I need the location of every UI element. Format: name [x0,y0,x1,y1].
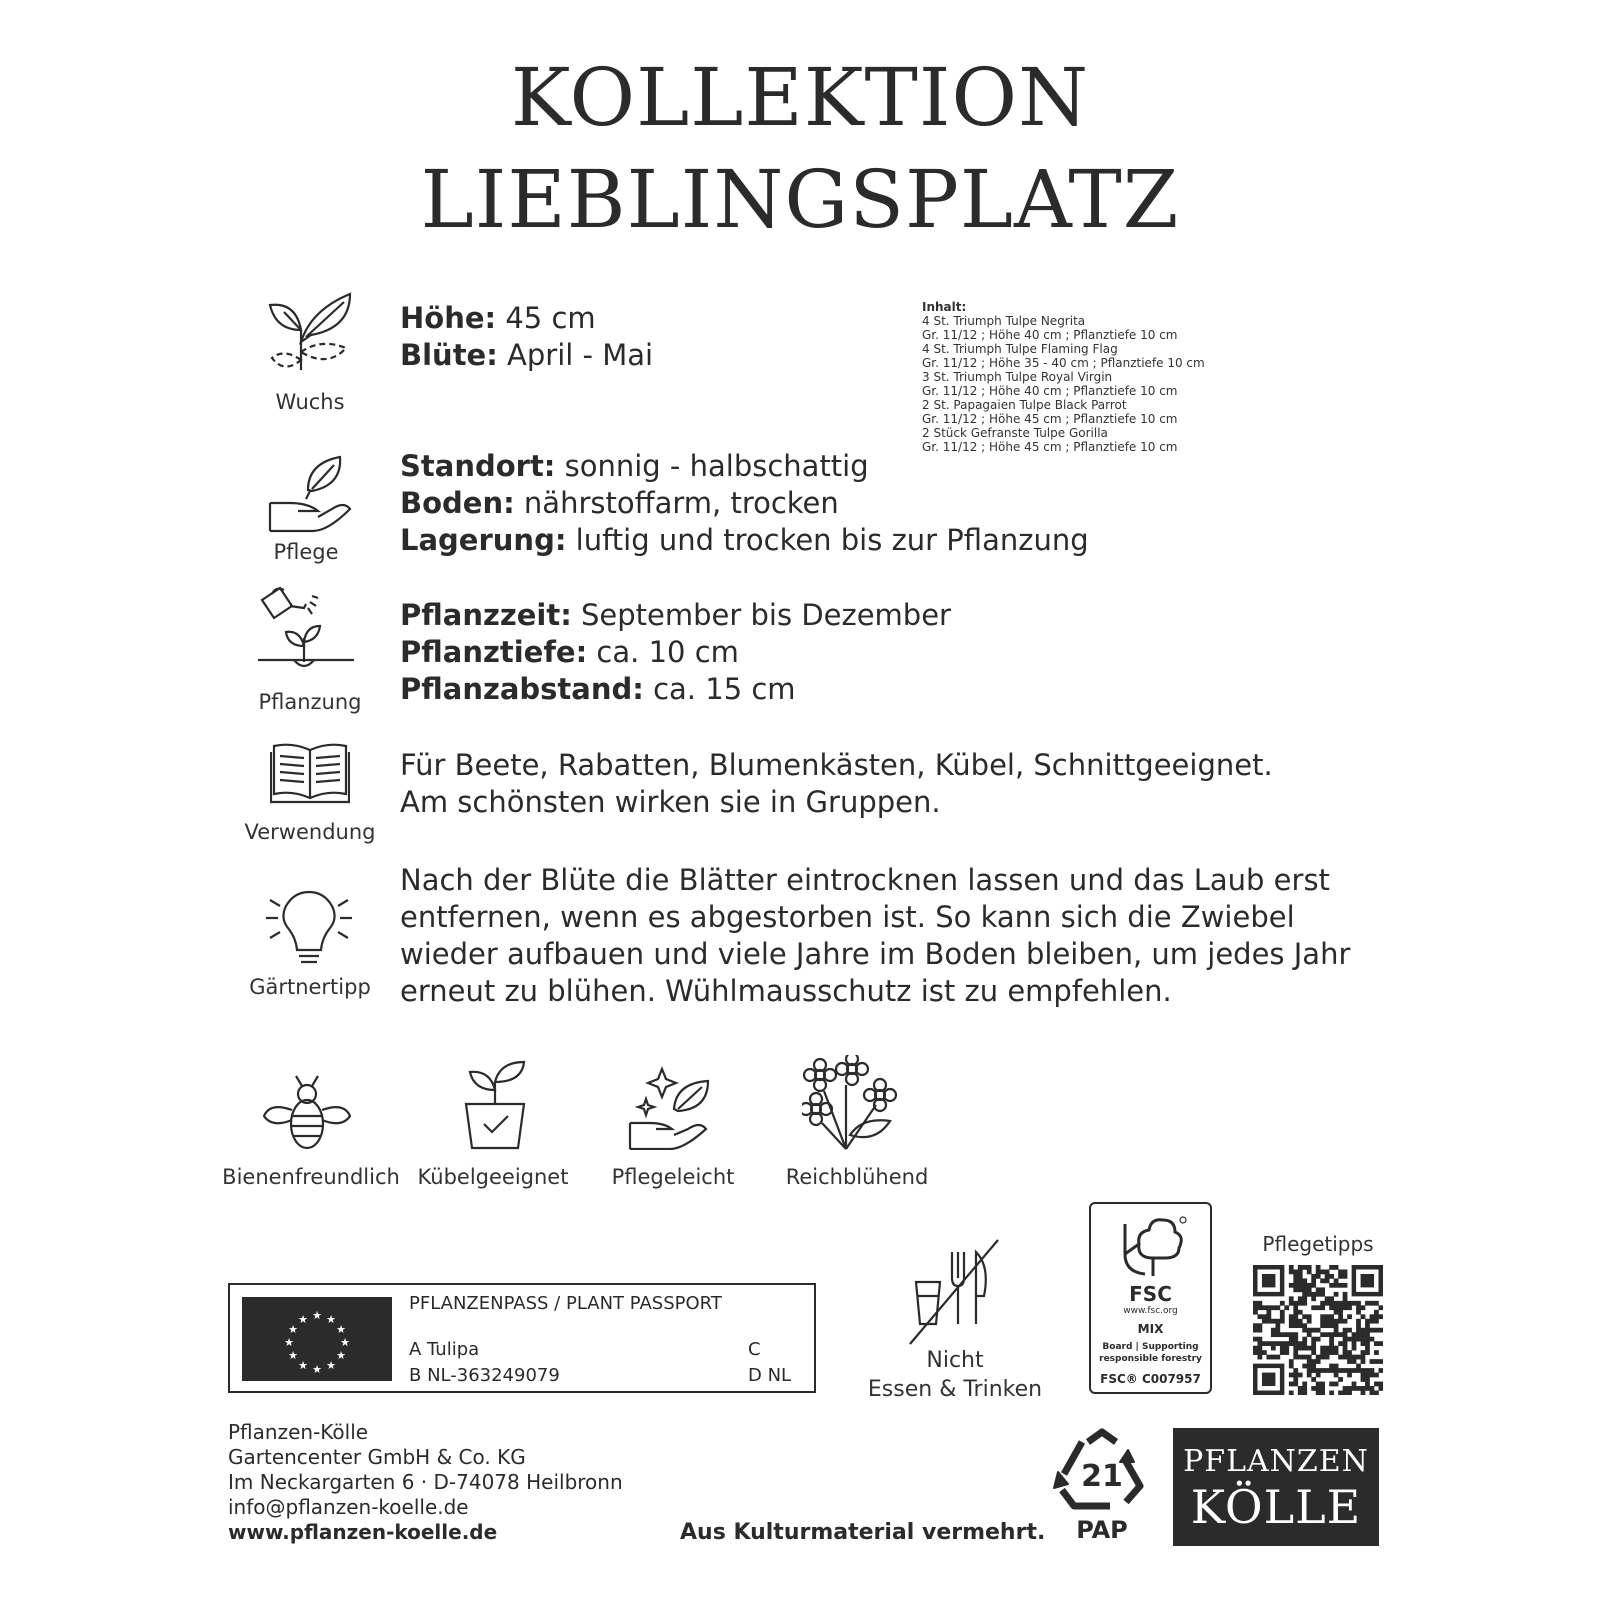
fsc-code: FSC® C007957 [1100,1372,1201,1386]
fsc-board-1: Board | Supporting [1102,1342,1199,1352]
inhalt-line: Gr. 11/12 ; Höhe 45 cm ; Pflanztiefe 10 cm [922,412,1178,426]
inhalt-line: 2 Stück Gefranste Tulpe Gorilla [922,426,1108,440]
potted-plant-check-icon [460,1060,530,1150]
pflanzung-info [400,597,951,708]
kultur-note: Aus Kulturmaterial vermehrt. [680,1520,1046,1545]
svg-text:★: ★ [284,1336,294,1349]
passport-c: C [748,1339,761,1360]
title-line-1: KOLLEKTION [510,51,1090,144]
open-book-icon [270,740,350,805]
svg-text:★: ★ [298,1313,308,1326]
verwendung-info [400,747,1273,821]
passport-d: D NL [748,1365,792,1386]
lightbulb-icon [264,888,354,968]
pflanzabstand-value: ca. 15 cm [643,672,796,706]
svg-text:★: ★ [326,1359,336,1372]
lagerung-key: Lagerung: [400,523,567,557]
verwendung-line: Am schönsten wirken sie in Gruppen. [400,785,941,819]
no-eat-warning [860,1346,1050,1404]
plant-leaves-icon [266,290,356,375]
svg-text:★: ★ [288,1349,298,1362]
qr-label: Pflegetipps [1262,1232,1374,1256]
bee-icon [262,1072,352,1152]
lagerung-value: luftig und trocken bis zur Pflanzung [566,523,1089,557]
inhalt-block [922,300,1205,454]
passport-b: B NL-363249079 [409,1365,560,1386]
tipp-line: erneut zu blühen. Wühlmausschutz ist zu empfehlen. [400,974,1172,1008]
warning-line-2: Essen & Trinken [867,1377,1043,1402]
logo-line-1: PFLANZEN [1183,1444,1369,1479]
inhalt-line: Gr. 11/12 ; Höhe 40 cm ; Pflanztiefe 10 cm [922,384,1178,398]
tipp-line: entfernen, wenn es abgestorben ist. So kann sich die Zwiebel [400,900,1295,934]
address-line: Im Neckargarten 6 · D-74078 Heilbronn [228,1470,623,1494]
passport-a: A Tulipa [409,1339,480,1360]
inhalt-line: Gr. 11/12 ; Höhe 45 cm ; Pflanztiefe 10 cm [922,440,1178,454]
standort-key: Standort: [400,449,556,483]
brand-logo [1173,1428,1379,1546]
inhalt-line: 3 St. Triumph Tulpe Royal Virgin [922,370,1113,384]
feature-label: Pflegeleicht [611,1165,735,1189]
svg-text:★: ★ [312,1309,322,1322]
svg-text:★: ★ [336,1349,346,1362]
flower-bouquet-icon [802,1055,897,1150]
pflanzzeit-value: September bis Dezember [571,598,951,632]
pflanztiefe-key: Pflanztiefe: [400,635,588,669]
recycling-number: 21 [1081,1459,1123,1494]
fsc-tree-icon [1117,1214,1189,1284]
no-eat-drink-icon [908,1238,1003,1348]
svg-text:★: ★ [288,1323,298,1336]
qr-code-icon[interactable] [1253,1265,1383,1395]
boden-key: Boden: [400,486,515,520]
pflanztiefe-value: ca. 10 cm [587,635,739,669]
plant-passport [228,1283,816,1393]
pflanzabstand-key: Pflanzabstand: [400,672,644,706]
pflege-info [400,448,1089,559]
svg-text:★: ★ [312,1363,322,1376]
inhalt-heading: Inhalt: [922,300,967,314]
tipp-line: wieder aufbauen und viele Jahre im Boden bleiben, um jedes Jahr [400,937,1351,971]
verwendung-label: Verwendung [244,820,376,844]
pflanzung-label: Pflanzung [258,690,362,714]
recycling-icon [1052,1428,1152,1514]
warning-line-1: Nicht [926,1348,984,1373]
hand-sparkle-leaf-icon [628,1065,718,1150]
svg-text:★: ★ [298,1359,308,1372]
svg-text:★: ★ [326,1313,336,1326]
fsc-logo-text: FSC [1129,1282,1172,1306]
logo-line-2: KÖLLE [1190,1480,1362,1534]
bluete-value: April - Mai [497,338,654,372]
website-link[interactable]: www.pflanzen-koelle.de [228,1520,498,1544]
fsc-url: www.fsc.org [1123,1306,1178,1316]
passport-title: PFLANZENPASS / PLANT PASSPORT [409,1293,722,1314]
standort-value: sonnig - halbschattig [555,449,869,483]
hoehe-value: 45 cm [496,301,596,335]
fsc-board-2: responsible forestry [1099,1354,1202,1364]
hand-leaf-icon [268,455,353,535]
inhalt-line: 2 St. Papagaien Tulpe Black Parrot [922,398,1127,412]
wuchs-info [400,300,653,374]
fsc-label [1089,1202,1212,1394]
inhalt-line: 4 St. Triumph Tulpe Negrita [922,314,1086,328]
pflege-label: Pflege [273,540,339,564]
gaertnertipp-info [400,862,1350,1010]
boden-value: nährstoffarm, trocken [514,486,839,520]
wuchs-label: Wuchs [275,390,345,414]
company-address [228,1420,623,1545]
title-line-2: LIEBLINGSPLATZ [420,153,1180,246]
svg-text:★: ★ [336,1323,346,1336]
tipp-line: Nach der Blüte die Blätter eintrocknen lassen und das Laub erst [400,863,1330,897]
svg-text:★: ★ [340,1336,350,1349]
feature-label: Bienenfreundlich [222,1165,400,1189]
feature-label: Reichblühend [785,1165,929,1189]
bluete-key: Blüte: [400,338,498,372]
recycling-code: PAP [1076,1516,1128,1544]
inhalt-line: Gr. 11/12 ; Höhe 35 - 40 cm ; Pflanztiefe 10 cm [922,356,1205,370]
address-line: Pflanzen-Kölle [228,1420,369,1444]
inhalt-line: 4 St. Triumph Tulpe Flaming Flag [922,342,1118,356]
eu-flag-icon [242,1297,392,1381]
fsc-mix: MIX [1137,1322,1164,1336]
verwendung-line: Für Beete, Rabatten, Blumenkästen, Kübel, Schnittgeeignet. [400,748,1273,782]
hoehe-key: Höhe: [400,301,497,335]
address-line: Gartencenter GmbH & Co. KG [228,1445,526,1469]
inhalt-line: Gr. 11/12 ; Höhe 40 cm ; Pflanztiefe 10 cm [922,328,1178,342]
gaertnertipp-label: Gärtnertipp [249,975,371,999]
email-link[interactable]: info@pflanzen-koelle.de [228,1495,469,1519]
watering-can-icon [258,586,354,676]
pflanzzeit-key: Pflanzzeit: [400,598,572,632]
feature-label: Kübelgeeignet [417,1165,569,1189]
